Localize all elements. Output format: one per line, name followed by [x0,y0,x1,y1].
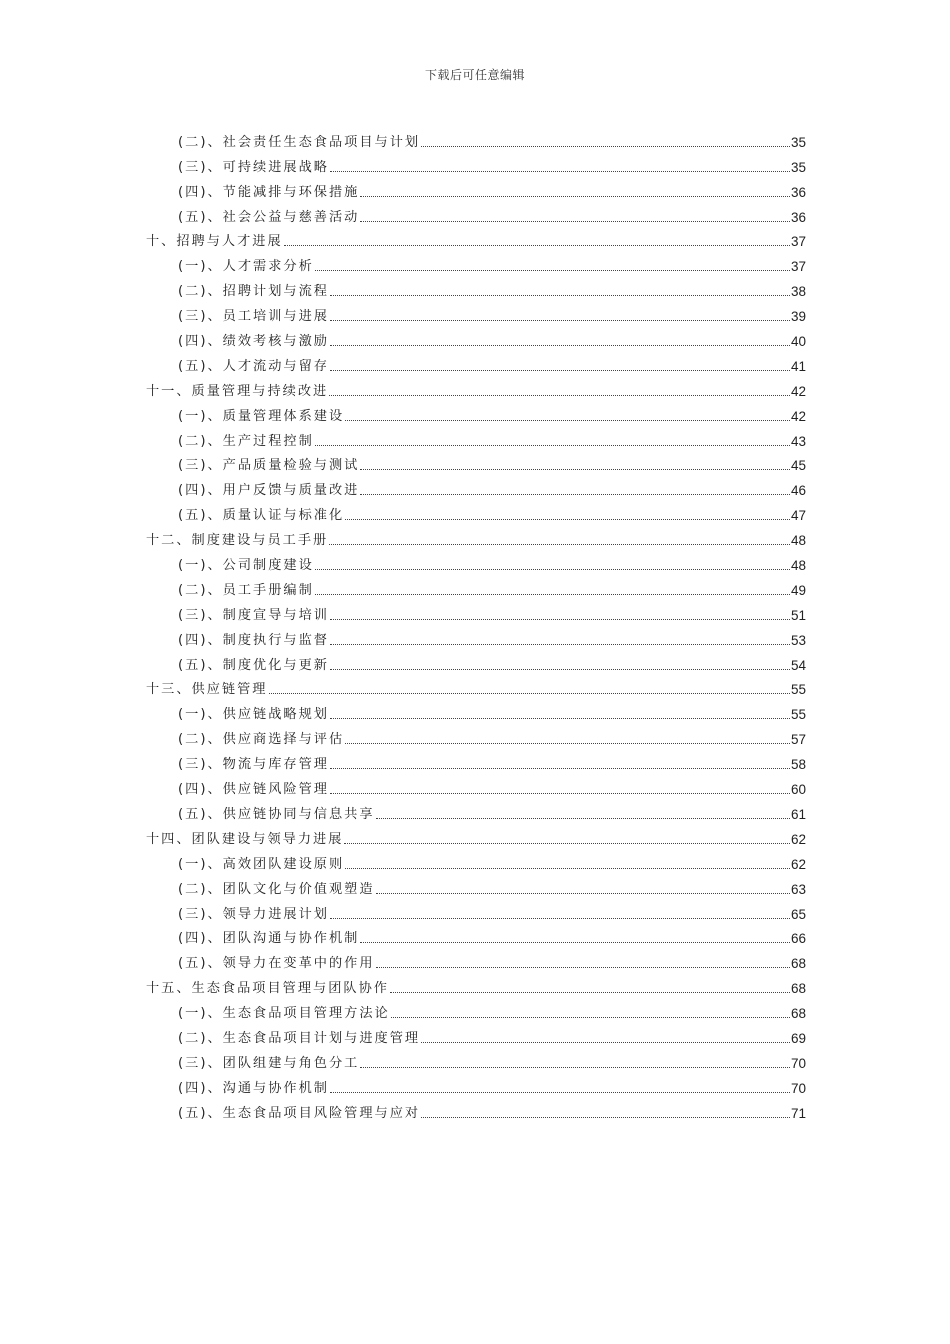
toc-dot-leader [421,146,790,147]
toc-section-entry[interactable] [146,872,806,897]
toc-entry-page-number: 54 [790,657,806,673]
toc-entry-title: (四)、节能减排与环保措施 [178,184,360,200]
toc-section-entry[interactable] [146,722,806,747]
toc-dot-leader [329,544,790,545]
toc-dot-leader [421,1117,790,1118]
toc-section-entry[interactable] [146,399,806,424]
toc-dot-leader [345,743,790,744]
toc-entry-page-number: 57 [790,732,806,748]
toc-section-entry[interactable] [146,498,806,523]
toc-entry-title: (四)、团队沟通与协作机制 [178,931,360,947]
toc-entry-page-number: 55 [790,707,806,723]
toc-entry-page-number: 61 [790,806,806,822]
toc-dot-leader [345,868,790,869]
toc-section-entry[interactable] [146,249,806,274]
toc-section-entry[interactable] [146,922,806,947]
toc-section-entry[interactable] [146,623,806,648]
toc-entry-title: (一)、生态食品项目管理方法论 [178,1006,390,1022]
toc-entry-title: (五)、制度优化与更新 [178,657,329,673]
toc-dot-leader [315,594,790,595]
toc-entry-title: (四)、绩效考核与激励 [178,334,329,350]
toc-entry-page-number: 63 [790,881,806,897]
toc-dot-leader [269,693,790,694]
toc-section-entry[interactable] [146,648,806,673]
toc-entry-title: (五)、供应链协同与信息共享 [178,806,375,822]
toc-dot-leader [329,395,790,396]
toc-section-entry[interactable] [146,299,806,324]
toc-chapter-entry[interactable] [146,523,806,548]
page-header: 下载后可任意编辑 [424,68,525,82]
toc-dot-leader [315,569,790,570]
toc-section-entry[interactable] [146,573,806,598]
toc-section-entry[interactable] [146,1071,806,1096]
toc-section-entry[interactable] [146,1021,806,1046]
toc-chapter-entry[interactable] [146,374,806,399]
toc-entry-page-number: 53 [790,632,806,648]
toc-entry-page-number: 70 [790,1055,806,1071]
toc-dot-leader [330,171,790,172]
toc-section-entry[interactable] [146,473,806,498]
toc-entry-page-number: 66 [790,931,806,947]
toc-section-entry[interactable] [146,1046,806,1071]
toc-entry-title: (三)、员工培训与进展 [178,309,329,325]
toc-entry-title: (四)、供应链风险管理 [178,782,329,798]
toc-section-entry[interactable] [146,449,806,474]
toc-dot-leader [330,669,790,670]
toc-entry-title: 十五、生态食品项目管理与团队协作 [146,981,389,997]
toc-section-entry[interactable] [146,324,806,349]
toc-dot-leader [345,519,790,520]
toc-entry-page-number: 62 [790,856,806,872]
toc-section-entry[interactable] [146,349,806,374]
toc-section-entry[interactable] [146,747,806,772]
toc-entry-page-number: 42 [790,408,806,424]
toc-entry-title: (二)、团队文化与价值观塑造 [178,881,375,897]
toc-entry-page-number: 37 [790,259,806,275]
toc-section-entry[interactable] [146,996,806,1021]
toc-entry-title: 十四、团队建设与领导力进展 [146,831,344,847]
toc-entry-page-number: 46 [790,483,806,499]
toc-section-entry[interactable] [146,274,806,299]
toc-section-entry[interactable] [146,150,806,175]
toc-entry-page-number: 36 [790,184,806,200]
toc-dot-leader [345,420,790,421]
toc-entry-page-number: 36 [790,209,806,225]
toc-entry-page-number: 47 [790,508,806,524]
toc-dot-leader [330,619,790,620]
toc-entry-page-number: 68 [790,981,806,997]
toc-dot-leader [330,793,790,794]
toc-entry-page-number: 55 [790,682,806,698]
toc-entry-page-number: 58 [790,757,806,773]
toc-entry-title: (四)、沟通与协作机制 [178,1080,329,1096]
toc-dot-leader [390,992,790,993]
toc-dot-leader [330,768,790,769]
toc-entry-title: (二)、员工手册编制 [178,582,314,598]
toc-entry-page-number: 49 [790,582,806,598]
toc-dot-leader [360,942,790,943]
toc-entry-title: (三)、制度宣导与培训 [178,607,329,623]
toc-entry-page-number: 38 [790,284,806,300]
toc-dot-leader [330,644,790,645]
toc-entry-title: (二)、生态食品项目计划与进度管理 [178,1030,421,1046]
toc-dot-leader [360,196,790,197]
toc-entry-title: 十三、供应链管理 [146,682,268,698]
toc-entry-title: (五)、人才流动与留存 [178,358,329,374]
toc-entry-page-number: 68 [790,956,806,972]
toc-dot-leader [330,370,790,371]
toc-entry-page-number: 68 [790,1006,806,1022]
toc-entry-page-number: 65 [790,906,806,922]
toc-section-entry[interactable] [146,772,806,797]
toc-dot-leader [376,967,790,968]
toc-entry-page-number: 37 [790,234,806,250]
toc-entry-title: (二)、供应商选择与评估 [178,732,345,748]
table-of-contents [146,125,806,1121]
toc-entry-title: (五)、质量认证与标准化 [178,508,345,524]
toc-entry-title: (五)、社会公益与慈善活动 [178,209,360,225]
toc-dot-leader [360,221,790,222]
toc-entry-title: (五)、领导力在变革中的作用 [178,956,375,972]
toc-entry-page-number: 45 [790,458,806,474]
toc-entry-title: (一)、高效团队建设原则 [178,856,345,872]
toc-section-entry[interactable] [146,598,806,623]
toc-dot-leader [360,469,790,470]
toc-entry-title: (一)、人才需求分析 [178,259,314,275]
toc-entry-title: 十一、质量管理与持续改进 [146,383,329,399]
toc-entry-page-number: 70 [790,1080,806,1096]
toc-chapter-entry[interactable] [146,225,806,250]
toc-entry-title: (一)、质量管理体系建设 [178,408,345,424]
toc-entry-page-number: 39 [790,309,806,325]
toc-chapter-entry[interactable] [146,822,806,847]
toc-dot-leader [344,843,790,844]
toc-dot-leader [376,818,790,819]
toc-entry-page-number: 48 [790,533,806,549]
toc-dot-leader [360,494,790,495]
toc-entry-page-number: 51 [790,607,806,623]
toc-entry-title: (二)、招聘计划与流程 [178,284,329,300]
toc-entry-page-number: 60 [790,782,806,798]
toc-chapter-entry[interactable] [146,673,806,698]
toc-entry-title: (二)、生产过程控制 [178,433,314,449]
toc-section-entry[interactable] [146,125,806,150]
toc-entry-page-number: 42 [790,383,806,399]
toc-section-entry[interactable] [146,548,806,573]
toc-entry-title: 十二、制度建设与员工手册 [146,533,329,549]
toc-entry-title: (三)、产品质量检验与测试 [178,458,360,474]
toc-section-entry[interactable] [146,897,806,922]
toc-entry-page-number: 48 [790,558,806,574]
toc-entry-title: (五)、生态食品项目风险管理与应对 [178,1105,421,1121]
toc-entry-title: 十、招聘与人才进展 [146,234,283,250]
toc-dot-leader [315,270,790,271]
toc-section-entry[interactable] [146,797,806,822]
toc-section-entry[interactable] [146,847,806,872]
toc-entry-title: (二)、社会责任生态食品项目与计划 [178,134,421,150]
toc-dot-leader [421,1042,790,1043]
toc-entry-title: (四)、用户反馈与质量改进 [178,483,360,499]
toc-dot-leader [330,320,790,321]
toc-section-entry[interactable] [146,697,806,722]
toc-entry-page-number: 43 [790,433,806,449]
toc-dot-leader [360,1067,790,1068]
toc-entry-page-number: 69 [790,1030,806,1046]
toc-chapter-entry[interactable] [146,971,806,996]
toc-section-entry[interactable] [146,175,806,200]
toc-section-entry[interactable] [146,424,806,449]
toc-dot-leader [284,245,790,246]
toc-entry-title: (三)、领导力进展计划 [178,906,329,922]
toc-dot-leader [330,345,790,346]
toc-entry-page-number: 40 [790,334,806,350]
toc-entry-title: (一)、公司制度建设 [178,558,314,574]
toc-entry-title: (一)、供应链战略规划 [178,707,329,723]
toc-dot-leader [391,1017,790,1018]
toc-entry-page-number: 35 [790,159,806,175]
toc-dot-leader [376,893,790,894]
toc-entry-page-number: 62 [790,831,806,847]
toc-dot-leader [330,718,790,719]
toc-entry-page-number: 41 [790,358,806,374]
toc-entry-page-number: 71 [790,1105,806,1121]
toc-dot-leader [315,445,790,446]
toc-dot-leader [330,295,790,296]
toc-dot-leader [330,1092,790,1093]
toc-dot-leader [330,918,790,919]
toc-entry-title: (四)、制度执行与监督 [178,632,329,648]
toc-entry-title: (三)、物流与库存管理 [178,757,329,773]
toc-section-entry[interactable] [146,946,806,971]
toc-section-entry[interactable] [146,200,806,225]
toc-entry-page-number: 35 [790,134,806,150]
toc-section-entry[interactable] [146,1096,806,1121]
toc-entry-title: (三)、可持续进展战略 [178,159,329,175]
toc-entry-title: (三)、团队组建与角色分工 [178,1055,360,1071]
